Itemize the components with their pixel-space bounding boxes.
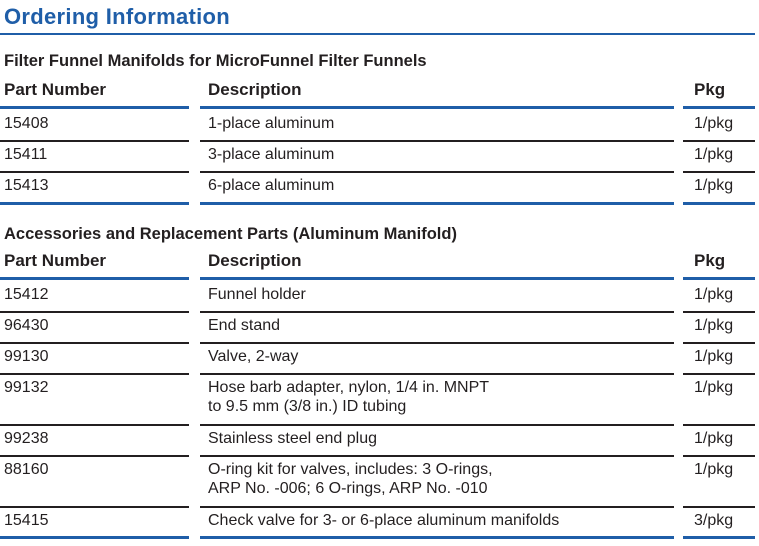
header-rule	[0, 106, 189, 109]
description-cell	[208, 378, 678, 416]
part-number-cell: 96430	[4, 317, 49, 334]
part-number-cell: 99132	[4, 379, 49, 396]
column-header-part-number: Part Number	[4, 80, 107, 99]
table-row	[0, 375, 759, 426]
part-number-cell: 99130	[4, 348, 49, 365]
header-rule	[683, 106, 755, 109]
header-rule	[200, 106, 674, 109]
description-line: Check valve for 3- or 6-place aluminum manifolds	[208, 512, 560, 529]
description-cell	[208, 114, 678, 133]
part-number-cell: 88160	[4, 461, 49, 478]
pkg-cell: 1/pkg	[694, 115, 734, 132]
column-header-pkg: Pkg	[694, 251, 726, 270]
header-rule	[683, 277, 755, 280]
title-rule	[0, 33, 755, 35]
description-line: 1-place aluminum	[208, 115, 335, 132]
pkg-cell: 3/pkg	[694, 512, 734, 529]
description-line: O-ring kit for valves, includes: 3 O-rings,	[208, 461, 493, 478]
page-title: Ordering Information	[4, 4, 230, 29]
table-row	[0, 426, 759, 457]
table-row	[0, 173, 759, 205]
description-line: Valve, 2-way	[208, 348, 299, 365]
table-row	[0, 457, 759, 508]
description-line: Stainless steel end plug	[208, 430, 377, 447]
description-line: Hose barb adapter, nylon, 1/4 in. MNPT	[208, 379, 490, 396]
header-rule	[200, 277, 674, 280]
table-bottom-rule	[683, 202, 755, 205]
section-heading: Accessories and Replacement Parts (Aluminum Manifold)	[4, 225, 457, 243]
column-header-description: Description	[208, 80, 302, 99]
part-number-cell: 15415	[4, 512, 49, 529]
part-number-cell: 99238	[4, 430, 49, 447]
pkg-cell: 1/pkg	[694, 461, 734, 478]
description-cell	[208, 285, 678, 304]
pkg-cell: 1/pkg	[694, 286, 734, 303]
section-heading: Filter Funnel Manifolds for MicroFunnel Filter Funnels	[4, 52, 427, 70]
description-cell	[208, 347, 678, 366]
table-row	[0, 142, 759, 173]
description-cell	[208, 145, 678, 164]
pkg-cell: 1/pkg	[694, 430, 734, 447]
pkg-cell: 1/pkg	[694, 348, 734, 365]
table-row	[0, 111, 759, 142]
table-bottom-rule	[200, 202, 674, 205]
table-bottom-rule	[200, 536, 674, 539]
table-bottom-rule	[0, 536, 189, 539]
description-cell	[208, 429, 678, 448]
part-number-cell: 15408	[4, 115, 49, 132]
description-line: 6-place aluminum	[208, 177, 335, 194]
description-line: 3-place aluminum	[208, 146, 335, 163]
part-number-cell: 15413	[4, 177, 49, 194]
part-number-cell: 15411	[4, 146, 48, 163]
part-number-cell: 15412	[4, 286, 49, 303]
description-line: Funnel holder	[208, 286, 306, 303]
table-row	[0, 313, 759, 344]
description-line: to 9.5 mm (3/8 in.) ID tubing	[208, 398, 407, 415]
pkg-cell: 1/pkg	[694, 146, 734, 163]
table-bottom-rule	[0, 202, 189, 205]
header-rule	[0, 277, 189, 280]
description-cell	[208, 460, 678, 498]
pkg-cell: 1/pkg	[694, 379, 734, 396]
description-cell	[208, 511, 678, 530]
description-line: ARP No. -006; 6 O-rings, ARP No. -010	[208, 480, 488, 497]
column-header-pkg: Pkg	[694, 80, 726, 99]
table-row	[0, 282, 759, 313]
description-cell	[208, 316, 678, 335]
pkg-cell: 1/pkg	[694, 177, 734, 194]
column-header-description: Description	[208, 251, 302, 270]
table-row	[0, 508, 759, 539]
table-row	[0, 344, 759, 375]
column-header-part-number: Part Number	[4, 251, 107, 270]
pkg-cell: 1/pkg	[694, 317, 734, 334]
table-bottom-rule	[683, 536, 755, 539]
description-line: End stand	[208, 317, 281, 334]
description-cell	[208, 176, 678, 195]
